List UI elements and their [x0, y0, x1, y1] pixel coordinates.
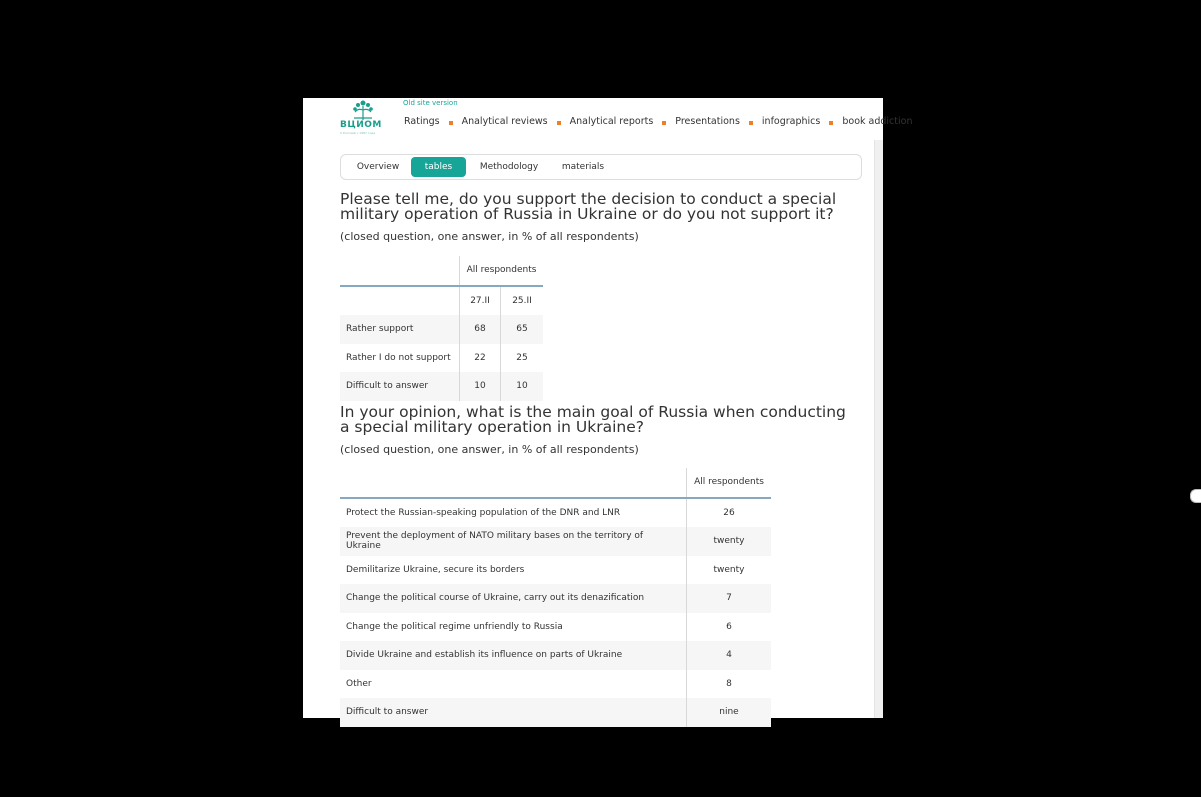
- table-row: [340, 613, 771, 642]
- column-header: 27.II: [460, 286, 501, 316]
- question-1-title: Please tell me, do you support the decision to conduct a special military operation of Russia in Ukraine or do you not support it?: [340, 190, 837, 223]
- nav-separator: [829, 121, 833, 125]
- table-row: [340, 315, 543, 344]
- logo-tree-icon: [340, 100, 386, 120]
- column-header: All respondents: [687, 468, 772, 498]
- table-row: [340, 286, 543, 316]
- row-label: Change the political regime unfriendly to Russia: [346, 621, 563, 632]
- nav-analytical-reviews[interactable]: Analytical reviews: [461, 116, 548, 127]
- nav-analytical-reports[interactable]: Analytical reports: [569, 116, 654, 127]
- tab-tables[interactable]: tables: [411, 157, 466, 177]
- cell-value: 4: [687, 641, 772, 670]
- row-label: Demilitarize Ukraine, secure its borders: [346, 564, 525, 575]
- table-row: [340, 670, 771, 699]
- tab-overview[interactable]: Overview: [356, 162, 400, 172]
- table-row: [340, 527, 771, 556]
- nav-separator: [449, 121, 453, 125]
- logo-text: ВЦИОМ: [340, 120, 382, 130]
- row-label: Rather support: [340, 315, 460, 344]
- table-header-row: [340, 468, 771, 498]
- table-row: [340, 498, 771, 528]
- table-row: [340, 584, 771, 613]
- site-logo[interactable]: [340, 100, 386, 136]
- nav-book-addiction[interactable]: book addiction: [842, 116, 913, 127]
- page-scrollbar[interactable]: [874, 140, 883, 718]
- row-label: Divide Ukraine and establish its influence on parts of Ukraine: [340, 641, 687, 670]
- table-header-row: [340, 256, 543, 286]
- question-2-title: In your opinion, what is the main goal of Russia when conducting a special military operation in Ukraine?: [340, 403, 846, 436]
- nav-separator: [662, 121, 666, 125]
- row-label: Difficult to answer: [340, 372, 460, 401]
- nav-separator: [557, 121, 561, 125]
- row-label: Protect the Russian-speaking population of the DNR and LNR: [346, 507, 621, 518]
- cell-value: 7: [687, 584, 772, 613]
- cell-value: 6: [687, 613, 772, 642]
- browser-page: [303, 98, 913, 718]
- table-row: [340, 556, 771, 585]
- cell-value: 22: [460, 344, 501, 373]
- column-header: 25.II: [501, 286, 544, 316]
- question-1-table: [340, 256, 543, 401]
- group-header: All respondents: [460, 256, 544, 286]
- row-label: Prevent the deployment of NATO military bases on the territory of Ukraine: [340, 527, 687, 556]
- row-label: Rather I do not support: [346, 352, 451, 363]
- row-label: Other: [346, 678, 372, 689]
- main-nav: [404, 116, 912, 127]
- cell-value: twenty: [687, 556, 772, 585]
- cell-value: 10: [460, 372, 501, 401]
- cell-value: 8: [687, 670, 772, 699]
- tab-methodology[interactable]: Methodology: [479, 162, 539, 172]
- nav-infographics[interactable]: infographics: [761, 116, 821, 127]
- cell-value: nine: [687, 698, 772, 727]
- logo-tagline: С Россией с 1987 года: [340, 131, 376, 135]
- question-2-subtitle: (closed question, one answer, in % of all respondents): [340, 443, 639, 456]
- table-row: [340, 641, 771, 670]
- cell-value: 10: [501, 372, 544, 401]
- row-label: Change the political course of Ukraine, carry out its denazification: [340, 584, 687, 613]
- cell-value: 26: [687, 498, 772, 528]
- tab-materials[interactable]: materials: [561, 162, 605, 172]
- nav-presentations[interactable]: Presentations: [675, 116, 740, 127]
- cell-value: 68: [460, 315, 501, 344]
- table-row: [340, 698, 771, 727]
- cursor-marker: [1190, 489, 1201, 503]
- cell-value: twenty: [687, 527, 772, 556]
- content-tabs: [340, 154, 862, 180]
- old-site-link[interactable]: Old site version: [403, 99, 458, 107]
- question-2-table: [340, 468, 771, 727]
- table-row: [340, 372, 543, 401]
- nav-ratings[interactable]: Ratings: [404, 116, 440, 127]
- cell-value: 65: [501, 315, 544, 344]
- row-label: Difficult to answer: [340, 698, 687, 727]
- table-row: [340, 344, 543, 373]
- cell-value: 25: [501, 344, 544, 373]
- nav-separator: [749, 121, 753, 125]
- question-1-subtitle: (closed question, one answer, in % of all respondents): [340, 230, 639, 243]
